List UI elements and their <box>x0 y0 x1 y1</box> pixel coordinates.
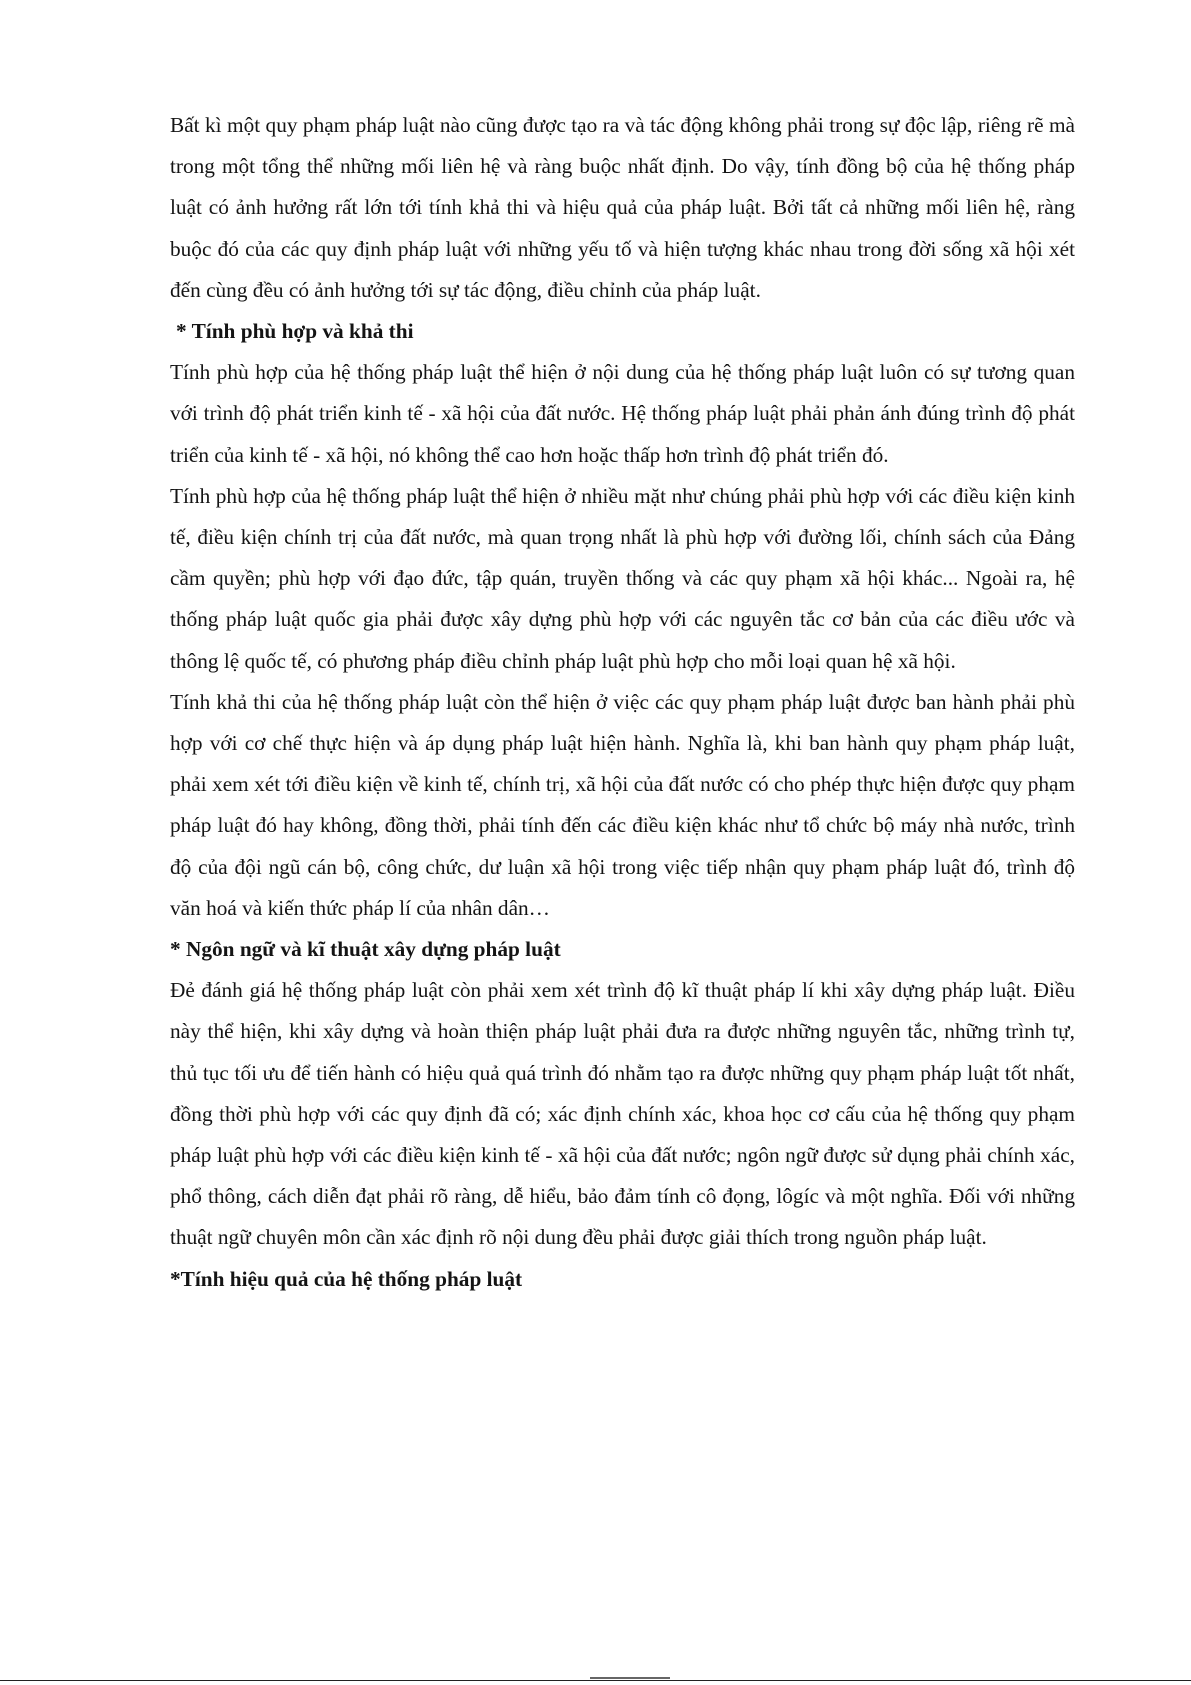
paragraph-phu-hop-2: Tính phù hợp của hệ thống pháp luật thể hiện ở nhiều mặt như chúng phải phù hợp với các điều kiện kinh tế, điều kiện chính trị của đất nước, mà quan trọng nhất là phù hợp với đường lối, chính sách của Đảng cầm quyền; phù hợp với đạo đức, tập quán, truyền thống và các quy phạm xã hội khác... Ngoài ra, hệ thống pháp luật quốc gia phải được xây dựng phù hợp với các nguyên tắc cơ bản của các điều ước và thông lệ quốc tế, có phương pháp điều chỉnh pháp luật phù hợp cho mỗi loại quan hệ xã hội. <box>170 483 1075 673</box>
footer-mark <box>590 1677 670 1679</box>
paragraph-ky-thuat-phap-li: Đẻ đánh giá hệ thống pháp luật còn phải xem xét trình độ kĩ thuật pháp lí khi xây dựng pháp luật. Điều này thể hiện, khi xây dựng và hoàn thiện pháp luật phải đưa ra được những nguyên tắc, những trình tự, thủ tục tối ưu để tiến hành có hiệu quả quá trình đó nhằm tạo ra được những quy phạm pháp luật tốt nhất, đồng thời phù hợp với các quy định đã có; xác định chính xác, khoa học cơ cấu của hệ thống quy phạm pháp luật phù hợp với các điều kiện kinh tế - xã hội của đất nước; ngôn ngữ được sử dụng phải chính xác, phổ thông, cách diễn đạt phải rõ ràng, dễ hiểu, bảo đảm tính cô đọng, lôgíc và một nghĩa. Đối với những thuật ngữ chuyên môn cần xác định rõ nội dung đều phải được giải thích trong nguồn pháp luật. <box>170 978 1075 1250</box>
heading-phu-hop-kha-thi: * Tính phù hợp và khả thi <box>176 319 414 344</box>
heading-hieu-qua: *Tính hiệu quả của hệ thống pháp luật <box>170 1266 523 1291</box>
paragraph-kha-thi: Tính khả thi của hệ thống pháp luật còn thể hiện ở việc các quy phạm pháp luật được ban hành phải phù hợp với cơ chế thực hiện và áp dụng pháp luật hiện hành. Nghĩa là, khi ban hành quy phạm pháp luật, phải xem xét tới điều kiện về kinh tế, chính trị, xã hội của đất nước có cho phép thực hiện được quy phạm pháp luật đó hay không, đồng thời, phải tính đến các điều kiện khác như tổ chức bộ máy nhà nước, trình độ của đội ngũ cán bộ, công chức, dư luận xã hội trong việc tiếp nhận quy phạm pháp luật đó, trình độ văn hoá và kiến thức pháp lí của nhân dân… <box>170 689 1075 920</box>
paragraph-dong-bo: Bất kì một quy phạm pháp luật nào cũng được tạo ra và tác động không phải trong sự độc lập, riêng rẽ mà trong một tổng thể những mối liên hệ và ràng buộc nhất định. Do vậy, tính đồng bộ của hệ thống pháp luật có ảnh hưởng rất lớn tới tính khả thi và hiệu quả của pháp luật. Bởi tất cả những mối liên hệ, ràng buộc đó của các quy định pháp luật với những yếu tố và hiện tượng khác nhau trong đời sống xã hội xét đến cùng đều có ảnh hưởng tới sự tác động, điều chỉnh của pháp luật. <box>170 113 1075 302</box>
heading-ngon-ngu-ky-thuat: * Ngôn ngữ và kĩ thuật xây dựng pháp luật <box>170 937 561 962</box>
footer-divider <box>0 1680 1191 1681</box>
document-page <box>170 105 1075 1300</box>
paragraph-phu-hop-1: Tính phù hợp của hệ thống pháp luật thể hiện ở nội dung của hệ thống pháp luật luôn có sự tương quan với trình độ phát triển kinh tế - xã hội của đất nước. Hệ thống pháp luật phải phản ánh đúng trình độ phát triển của kinh tế - xã hội, nó không thể cao hơn hoặc thấp hơn trình độ phát triển đó. <box>170 360 1075 467</box>
